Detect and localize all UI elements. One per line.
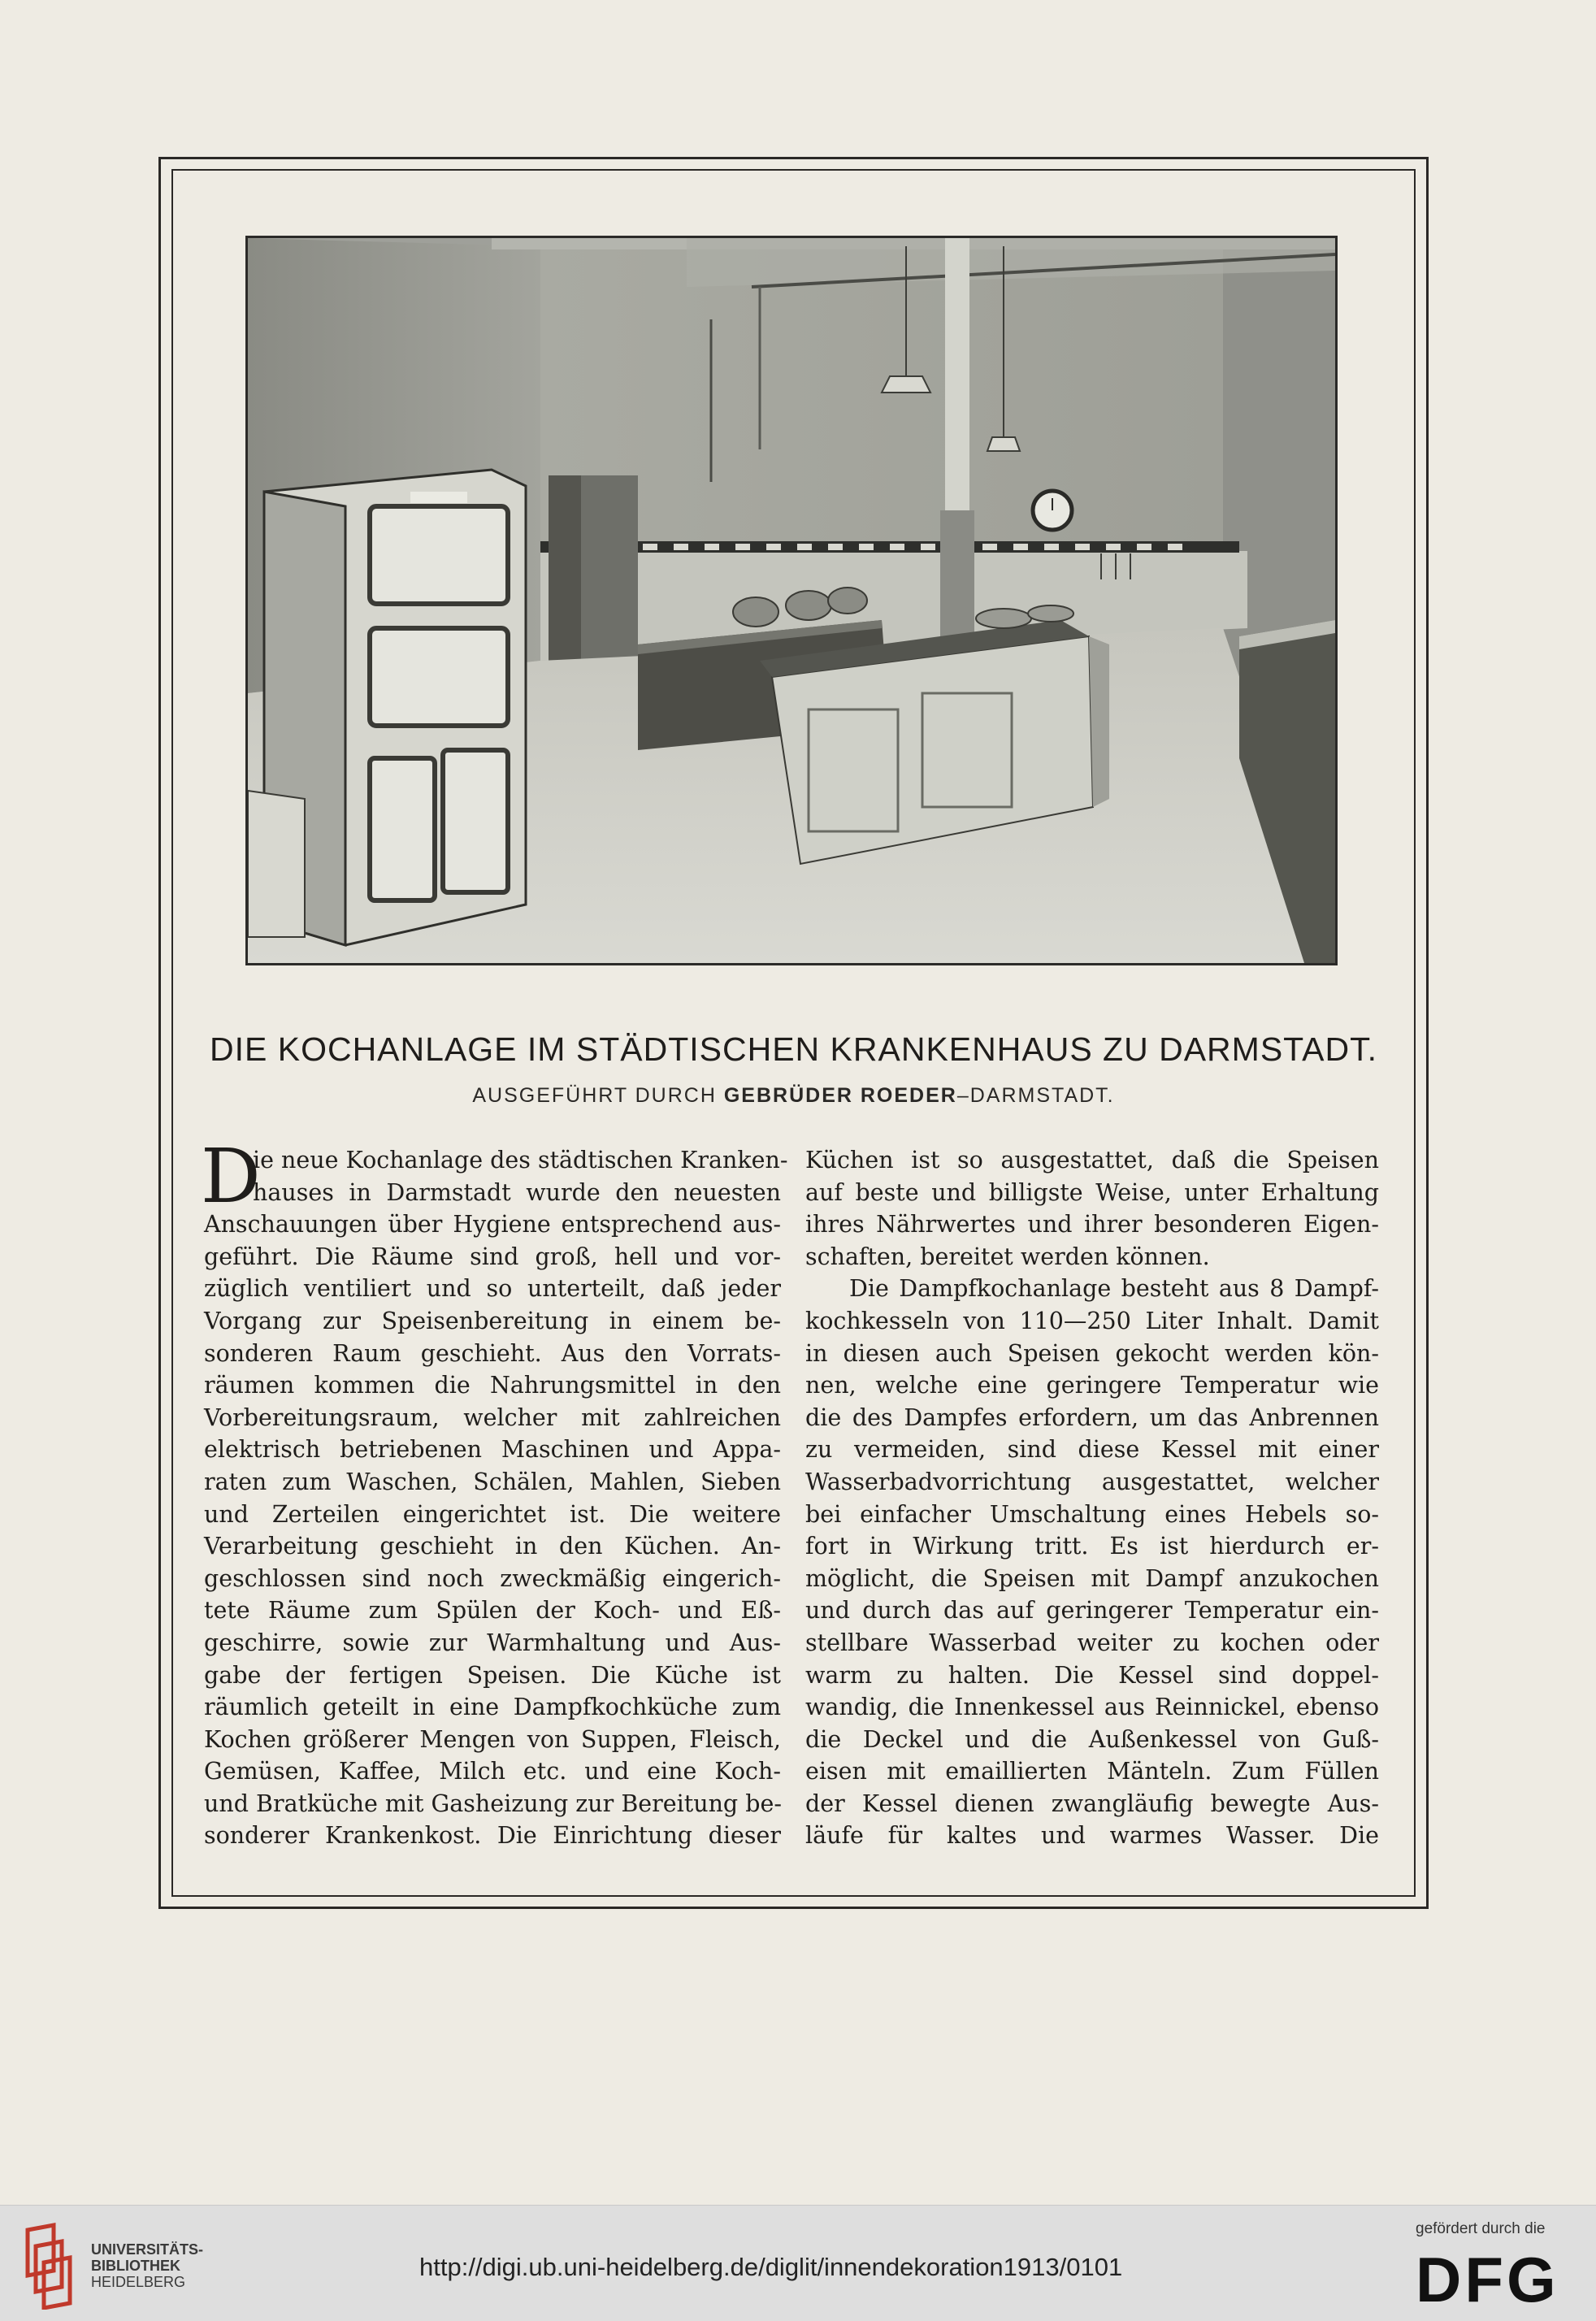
funded-by-label: gefördert durch die	[1416, 2220, 1546, 2237]
text-line: Anschauungen über Hygiene entsprechend aus-	[204, 1211, 781, 1239]
text-line: Wasserbadvorrichtung ausgestattet, welcher	[805, 1468, 1379, 1495]
text-line: sonderer Krankenkost. Die Einrichtung dieser	[204, 1822, 781, 1850]
text-line: warm zu halten. Die Kessel sind doppel-	[805, 1661, 1379, 1689]
library-line-1: UNIVERSITÄTS-	[91, 2241, 204, 2258]
text-line: elektrisch betriebenen Maschinen und Appa-	[204, 1436, 781, 1464]
text-line: in diesen auch Speisen gekocht werden kön-	[805, 1339, 1379, 1367]
permalink-url[interactable]: http://digi.ub.uni-heidelberg.de/diglit/innendekoration1913/0101	[419, 2253, 1123, 2281]
text-line: und durch das auf geringerer Temperatur ein-	[805, 1597, 1379, 1625]
text-line: zu vermeiden, sind diese Kessel mit einer	[805, 1436, 1379, 1464]
text-line: gabe der fertigen Speisen. Die Küche ist	[204, 1661, 781, 1689]
text-line: Gemüsen, Kaffee, Milch etc. und eine Koch-	[204, 1758, 781, 1785]
text-line: räumlich geteilt in eine Dampfkochküche zum	[204, 1694, 781, 1721]
text-line: raten zum Waschen, Schälen, Mahlen, Sieben	[204, 1468, 781, 1495]
article-subtitle	[171, 1084, 1416, 1108]
text-line: läufe für kaltes und warmes Wasser. Die	[805, 1822, 1379, 1850]
text-line: nen, welche eine geringere Temperatur wie	[805, 1372, 1379, 1399]
subtitle-prefix: AUSGEFÜHRT DURCH	[472, 1084, 724, 1107]
text-line: ihres Nährwertes und ihrer besonderen Eigen-	[805, 1211, 1379, 1239]
university-library-logo-icon	[21, 2222, 75, 2310]
text-line: kochkesseln von 110—250 Liter Inhalt. Damit	[805, 1307, 1379, 1334]
right-column	[805, 1144, 1379, 1852]
library-name	[91, 2241, 203, 2290]
text-line: sonderen Raum geschieht. Aus den Vorrats-	[204, 1339, 781, 1367]
article-title: DIE KOCHANLAGE IM STÄDTISCHEN KRANKENHAUS ZU DARMSTADT.	[209, 1030, 1378, 1068]
viewer-footer	[0, 2205, 1596, 2321]
text-line: die Deckel und die Außenkessel von Guß-	[805, 1725, 1379, 1753]
text-line: Küchen ist so ausgestattet, daß die Speisen	[805, 1147, 1379, 1174]
text-line: Die Dampfkochanlage besteht aus 8 Dampf-	[849, 1275, 1379, 1303]
text-line: tete Räume zum Spülen der Koch- und Eß-	[204, 1597, 781, 1625]
subtitle-suffix: –DARMSTADT.	[956, 1084, 1115, 1107]
text-line: eisen mit emaillierten Mänteln. Zum Füllen	[805, 1758, 1379, 1785]
text-line: züglich ventiliert und so unterteilt, daß jeder	[204, 1275, 781, 1303]
left-column	[201, 1133, 788, 1852]
text-line: die des Dampfes erfordern, um das Anbrennen	[805, 1403, 1379, 1431]
text-line: hauses in Darmstadt wurde den neuesten	[253, 1178, 781, 1206]
text-line: Vorgang zur Speisenbereitung in einem be-	[204, 1307, 781, 1334]
text-line: geführt. Die Räume sind groß, hell und vor-	[204, 1243, 781, 1270]
text-line: der Kessel dienen zwangläufig bewegte Aus-	[805, 1790, 1379, 1817]
text-line: Vorbereitungsraum, welcher mit zahlreichen	[204, 1403, 781, 1431]
library-line-2: BIBLIOTHEK	[91, 2258, 180, 2274]
text-line: Verarbeitung geschieht in den Küchen. An-	[204, 1533, 781, 1560]
text-line: möglicht, die Speisen mit Dampf anzukochen	[805, 1564, 1379, 1592]
text-line: auf beste und billigste Weise, unter Erhaltung	[805, 1178, 1379, 1206]
text-line: Kochen größerer Mengen von Suppen, Fleisch,	[204, 1725, 781, 1753]
text-line: schaften, bereitet werden können.	[805, 1243, 1210, 1270]
drop-cap: D	[201, 1133, 261, 1220]
text-line: geschirre, sowie zur Warmhaltung und Aus-	[204, 1629, 781, 1656]
text-line: stellbare Wasserbad weiter zu kochen oder	[805, 1629, 1379, 1656]
text-line: bei einfacher Umschaltung eines Hebels so-	[805, 1500, 1379, 1528]
library-line-3: HEIDELBERG	[91, 2274, 186, 2290]
kitchen-photograph	[245, 236, 1338, 965]
text-line: fort in Wirkung tritt. Es ist hierdurch er-	[805, 1533, 1379, 1560]
text-line: geschlossen sind noch zweckmäßig eingerich-	[204, 1564, 781, 1592]
dfg-logo: DFG	[1416, 2244, 1559, 2315]
text-line: wandig, die Innenkessel aus Reinnickel, ebenso	[805, 1694, 1379, 1721]
text-line: und Zerteilen eingerichtet ist. Die weitere	[204, 1500, 781, 1528]
text-line: ie neue Kochanlage des städtischen Kranken-	[253, 1147, 788, 1174]
text-line: räumen kommen die Nahrungsmittel in den	[204, 1372, 781, 1399]
subtitle-company: GEBRÜDER ROEDER	[723, 1084, 957, 1107]
text-line: und Bratküche mit Gasheizung zur Bereitung be-	[204, 1790, 782, 1817]
